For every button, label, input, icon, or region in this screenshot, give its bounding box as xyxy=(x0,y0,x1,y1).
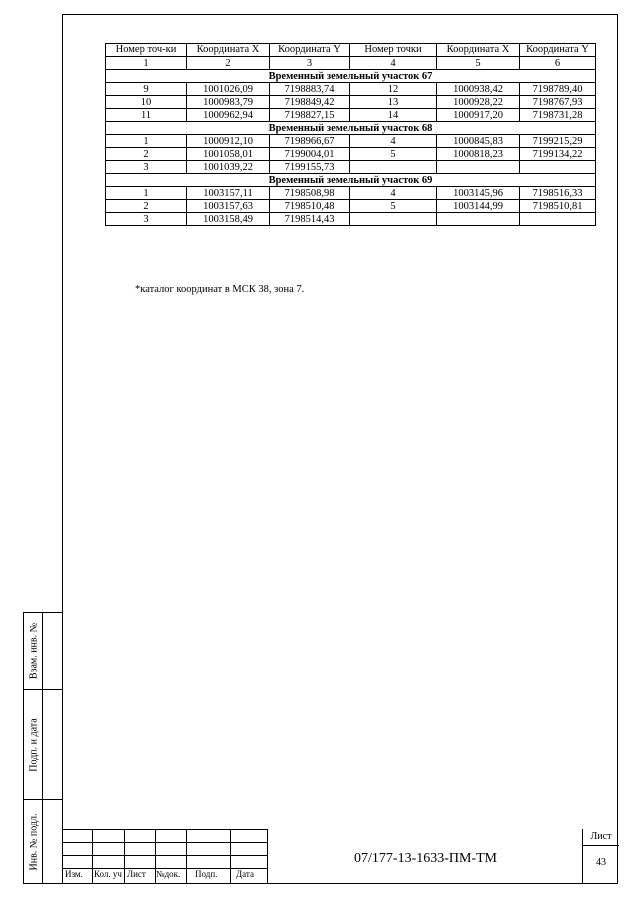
table-cell: 7198849,42 xyxy=(270,96,350,109)
column-number: 1 xyxy=(106,57,187,70)
table-cell: 3 xyxy=(106,161,187,174)
header-cell: Координата Y xyxy=(520,44,596,57)
table-cell: 2 xyxy=(106,148,187,161)
grid-line xyxy=(186,829,187,884)
side-value-inv xyxy=(43,800,63,883)
stamp-label-izm: Изм. xyxy=(65,869,83,879)
table-cell: 3 xyxy=(106,213,187,226)
table-cell: 2 xyxy=(106,200,187,213)
table-cell: 1000983,79 xyxy=(187,96,270,109)
column-number: 6 xyxy=(520,57,596,70)
side-text-vzam: Взам. инв. № xyxy=(28,622,39,680)
table-cell: 1001058,01 xyxy=(187,148,270,161)
table-cell: 7198883,74 xyxy=(270,83,350,96)
table-cell: 7198510,48 xyxy=(270,200,350,213)
table-cell: 7198508,98 xyxy=(270,187,350,200)
table-cell: 14 xyxy=(350,109,437,122)
table-cell: 7199004,01 xyxy=(270,148,350,161)
stamp-label-podp: Подп. xyxy=(195,869,218,879)
section-row xyxy=(106,122,596,135)
side-value-podp xyxy=(43,690,63,800)
stamp-label-data: Дата xyxy=(236,869,254,879)
coordinates-table xyxy=(105,43,596,226)
table-row xyxy=(106,109,596,122)
table-cell: 1003144,99 xyxy=(437,200,520,213)
section-title: Временный земельный участок 69 xyxy=(106,174,596,187)
header-row xyxy=(106,44,596,57)
header-cell: Номер точки xyxy=(350,44,437,57)
table-cell: 1 xyxy=(106,187,187,200)
header-cell: Номер точ-ки xyxy=(106,44,187,57)
table-cell: 4 xyxy=(350,187,437,200)
table-cell: 7198731,28 xyxy=(520,109,596,122)
table-cell: 1003157,11 xyxy=(187,187,270,200)
table-row xyxy=(106,161,596,174)
table-cell: 1000912,10 xyxy=(187,135,270,148)
table-body xyxy=(106,70,596,226)
table-cell: 11 xyxy=(106,109,187,122)
table-cell: 7198966,67 xyxy=(270,135,350,148)
table-cell xyxy=(437,213,520,226)
table-row xyxy=(106,148,596,161)
table-cell: 7198514,43 xyxy=(270,213,350,226)
section-title: Временный земельный участок 68 xyxy=(106,122,596,135)
header-cell: Координата X xyxy=(437,44,520,57)
table-cell: 7198827,15 xyxy=(270,109,350,122)
table-cell: 7198789,40 xyxy=(520,83,596,96)
side-value-vzam xyxy=(43,613,63,690)
table-cell: 1001026,09 xyxy=(187,83,270,96)
table-row xyxy=(106,187,596,200)
table-cell: 7199134,22 xyxy=(520,148,596,161)
title-block-grid xyxy=(62,829,267,884)
table-cell xyxy=(350,213,437,226)
side-text-podp: Подп. и дата xyxy=(28,717,39,772)
table-row xyxy=(106,83,596,96)
table-cell: 12 xyxy=(350,83,437,96)
table-cell: 1000928,22 xyxy=(437,96,520,109)
side-cell-inv xyxy=(24,800,43,883)
title-block xyxy=(62,829,618,884)
table-cell: 1003158,49 xyxy=(187,213,270,226)
header-cell: Координата X xyxy=(187,44,270,57)
table-cell: 1000818,23 xyxy=(437,148,520,161)
sheet-label: Лист xyxy=(583,831,619,846)
table-cell: 7198510,81 xyxy=(520,200,596,213)
table-row xyxy=(106,135,596,148)
table-cell xyxy=(520,213,596,226)
section-row xyxy=(106,174,596,187)
table-row xyxy=(106,96,596,109)
section-row xyxy=(106,70,596,83)
table-cell: 7198767,93 xyxy=(520,96,596,109)
table-cell: 9 xyxy=(106,83,187,96)
table-cell xyxy=(350,161,437,174)
table-cell: 1000845,83 xyxy=(437,135,520,148)
column-number: 2 xyxy=(187,57,270,70)
table-cell: 7198516,33 xyxy=(520,187,596,200)
section-title: Временный земельный участок 67 xyxy=(106,70,596,83)
side-cell-podp xyxy=(24,690,43,800)
table-row xyxy=(106,200,596,213)
grid-line xyxy=(230,829,231,884)
table-cell: 13 xyxy=(350,96,437,109)
table-cell xyxy=(437,161,520,174)
stamp-label-ndok: №док. xyxy=(156,869,181,879)
coordinate-note: *каталог координат в МСК 38, зона 7. xyxy=(135,284,305,295)
side-cell-vzam xyxy=(24,613,43,690)
table-cell: 1000917,20 xyxy=(437,109,520,122)
table-cell: 5 xyxy=(350,148,437,161)
stamp-label-list: Лист xyxy=(127,869,146,879)
table-cell xyxy=(520,161,596,174)
column-number-row xyxy=(106,57,596,70)
table-cell: 7199215,29 xyxy=(520,135,596,148)
table-cell: 7199155,73 xyxy=(270,161,350,174)
table-cell: 1001039,22 xyxy=(187,161,270,174)
table-cell: 1003145,96 xyxy=(437,187,520,200)
table-cell: 10 xyxy=(106,96,187,109)
table-cell: 1000962,94 xyxy=(187,109,270,122)
table-cell: 4 xyxy=(350,135,437,148)
stamp-label-kol: Кол. уч xyxy=(94,869,122,879)
column-number: 5 xyxy=(437,57,520,70)
column-number: 4 xyxy=(350,57,437,70)
side-text-inv: Инв. № подл. xyxy=(28,813,39,870)
title-field xyxy=(267,829,619,884)
grid-line xyxy=(124,829,125,884)
column-number: 3 xyxy=(270,57,350,70)
table-cell: 1 xyxy=(106,135,187,148)
side-value-column xyxy=(42,612,63,884)
table-cell: 1003157,63 xyxy=(187,200,270,213)
side-label-column xyxy=(23,612,43,884)
document-code: 07/177-13-1633-ПМ-ТМ xyxy=(354,851,497,866)
sheet-number: 43 xyxy=(596,857,606,868)
grid-line xyxy=(92,829,93,884)
header-cell: Координата Y xyxy=(270,44,350,57)
table-cell: 5 xyxy=(350,200,437,213)
table-cell: 1000938,42 xyxy=(437,83,520,96)
sheet-box xyxy=(582,829,619,884)
table-row xyxy=(106,213,596,226)
